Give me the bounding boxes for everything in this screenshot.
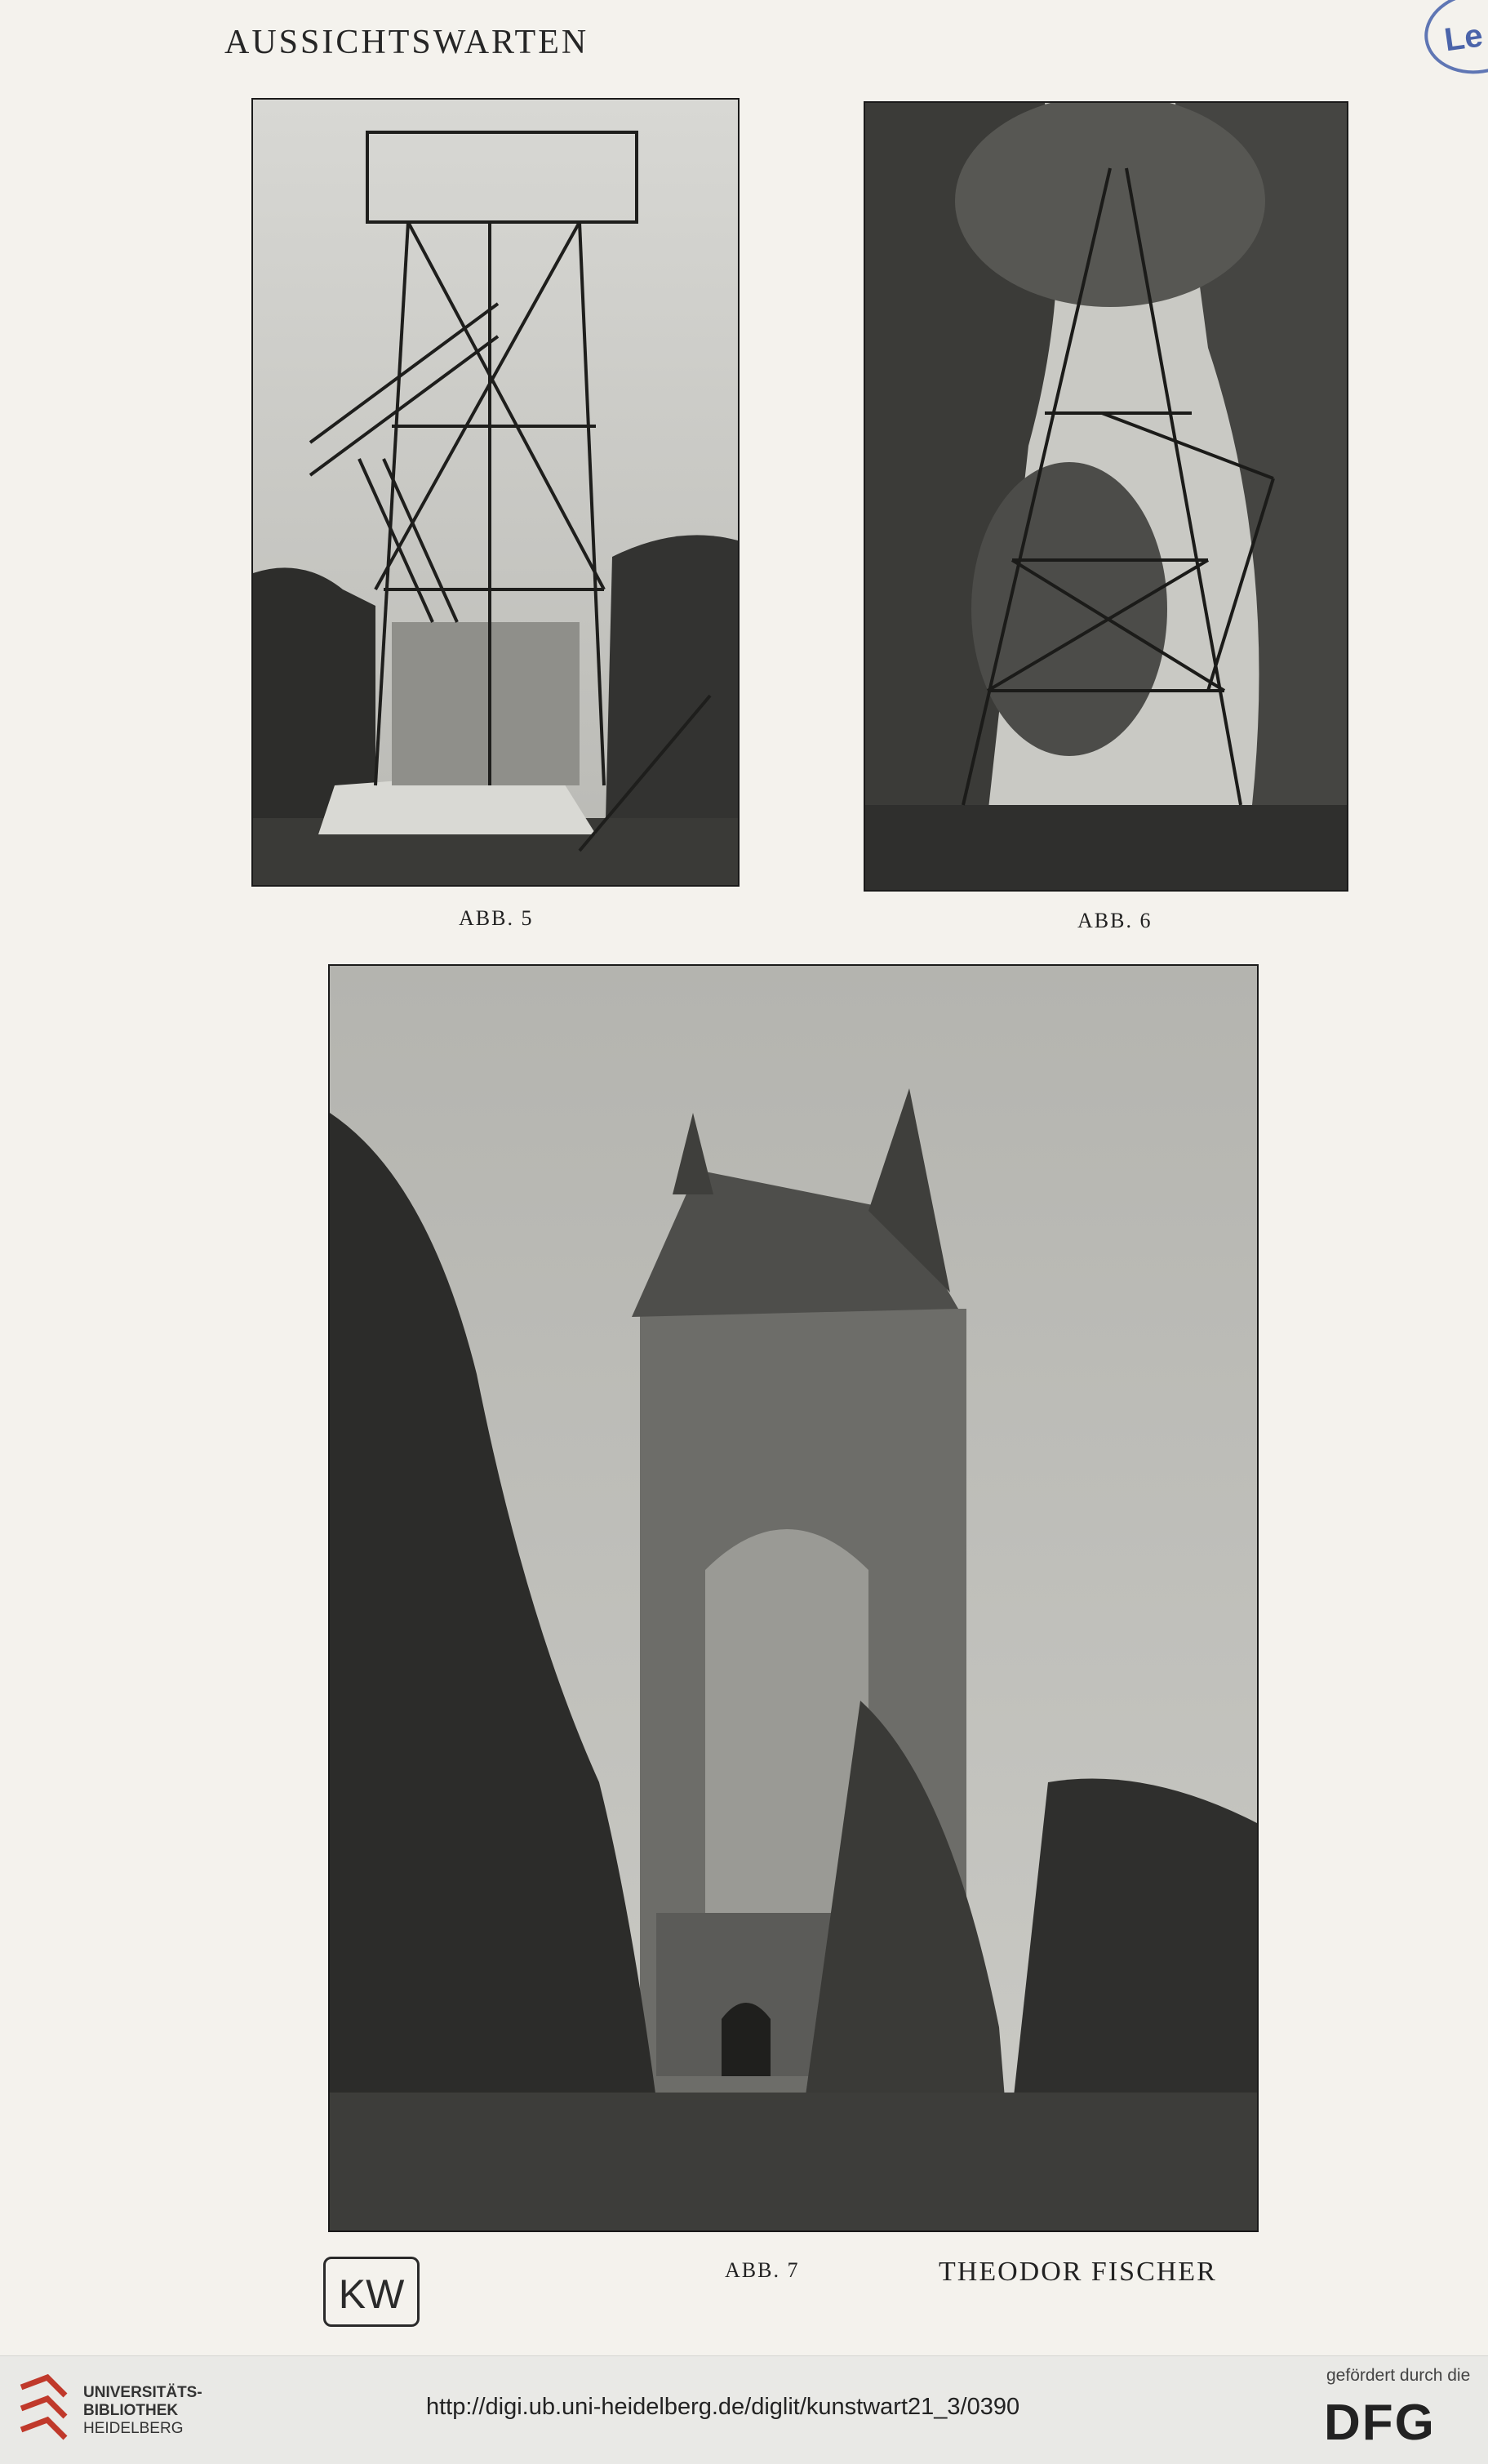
- library-stamp: Le: [1419, 0, 1488, 81]
- institution-line: BIBLIOTHEK: [83, 2402, 179, 2419]
- photo-abb-5-lattice-tower: [251, 98, 740, 887]
- caption-abb-5: ABB. 5: [459, 906, 534, 930]
- institution-line: HEIDELBERG: [83, 2420, 184, 2437]
- dfg-logo: DFG: [1324, 2395, 1436, 2451]
- institution-name: [83, 2384, 202, 2438]
- funded-by-label: gefördert durch die: [1326, 2366, 1471, 2385]
- institution-line: UNIVERSITÄTS-: [83, 2384, 202, 2401]
- running-head: AUSSICHTSWARTEN: [224, 24, 589, 61]
- photo-abb-6-forest-tower: [864, 101, 1348, 892]
- caption-abb-7: ABB. 7: [725, 2258, 800, 2282]
- kw-monogram: KW: [323, 2257, 420, 2327]
- permalink-url[interactable]: http://digi.ub.uni-heidelberg.de/diglit/kunstwart21_3/0390: [426, 2394, 1020, 2420]
- photo-abb-7-stone-tower: [328, 964, 1259, 2232]
- university-library-logo-icon: [15, 2371, 72, 2449]
- caption-abb-6: ABB. 6: [1077, 909, 1153, 932]
- photo-credit: THEODOR FISCHER: [939, 2257, 1217, 2287]
- digitization-footer: [0, 2355, 1488, 2464]
